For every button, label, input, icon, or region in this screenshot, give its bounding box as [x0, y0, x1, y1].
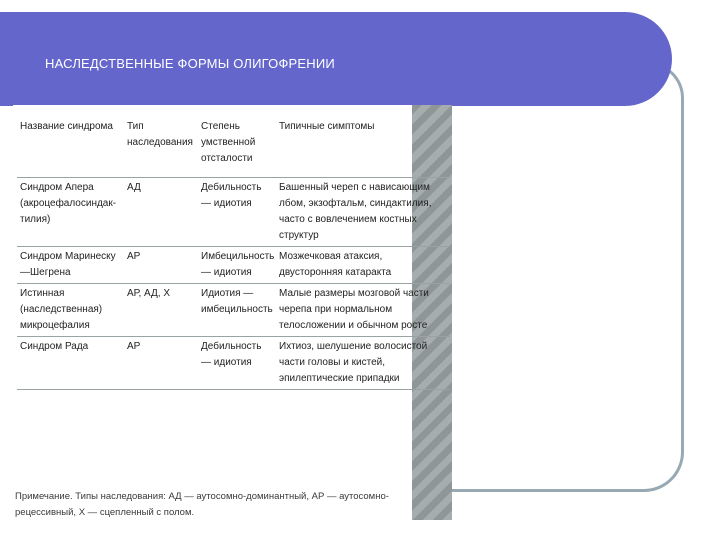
syndrome-table: [17, 117, 450, 390]
table-row: [17, 284, 450, 337]
header-syndrome-name: Название синдрома: [20, 121, 113, 132]
cell-inheritance: АР: [127, 251, 141, 262]
cell-inheritance: АР, АД, Х: [127, 288, 171, 299]
table-row: [17, 178, 450, 247]
cell-symptoms: Башенный череп с нависающим лбом, экзофтальм, синдактилия, часто с вовлечением костных структур: [279, 182, 432, 241]
table-row: [17, 247, 450, 284]
cell-inheritance: АР: [127, 341, 141, 352]
table-row: [17, 337, 450, 390]
cell-syndrome: Синдром Маринеску —Шегрена: [20, 251, 116, 278]
cell-degree: Дебильность — идиотия: [201, 341, 262, 368]
scanned-table-image: [13, 105, 432, 520]
decorative-frame: [440, 62, 684, 492]
cell-syndrome: Синдром Рада: [20, 341, 89, 352]
header-retardation-degree: Степень умственной отсталости: [201, 121, 256, 164]
cell-syndrome: Синдром Апера (акроцефалосиндак-тилия): [20, 182, 117, 225]
cell-degree: Имбецильность — идиотия: [201, 251, 275, 278]
cell-inheritance: АД: [127, 182, 141, 193]
cell-symptoms: Малые размеры мозговой части черепа при нормальном телосложении и обычном росте: [279, 288, 429, 331]
header-typical-symptoms: Типичные симптомы: [279, 121, 375, 132]
table-header-row: [17, 117, 450, 178]
header-inheritance-type: Тип наследования: [127, 121, 193, 148]
cell-symptoms: Мозжечковая атаксия, двусторонняя катаракта: [279, 251, 392, 278]
cell-degree: Идиотия — имбецильность: [201, 288, 273, 315]
cell-syndrome: Истинная (наследственная) микроцефалия: [20, 288, 103, 331]
cell-degree: Дебильность — идиотия: [201, 182, 262, 209]
table-footnote: Примечание. Типы наследования: АД — аутосомно-доминантный, АР — аутосомно-рецессивный, Х — сцепленный с полом.: [15, 491, 389, 518]
slide-title: НАСЛЕДСТВЕННЫЕ ФОРМЫ ОЛИГОФРЕНИИ: [45, 56, 335, 71]
cell-symptoms: Ихтиоз, шелушение волосистой части головы и кистей, эпилептические припадки: [279, 341, 428, 384]
